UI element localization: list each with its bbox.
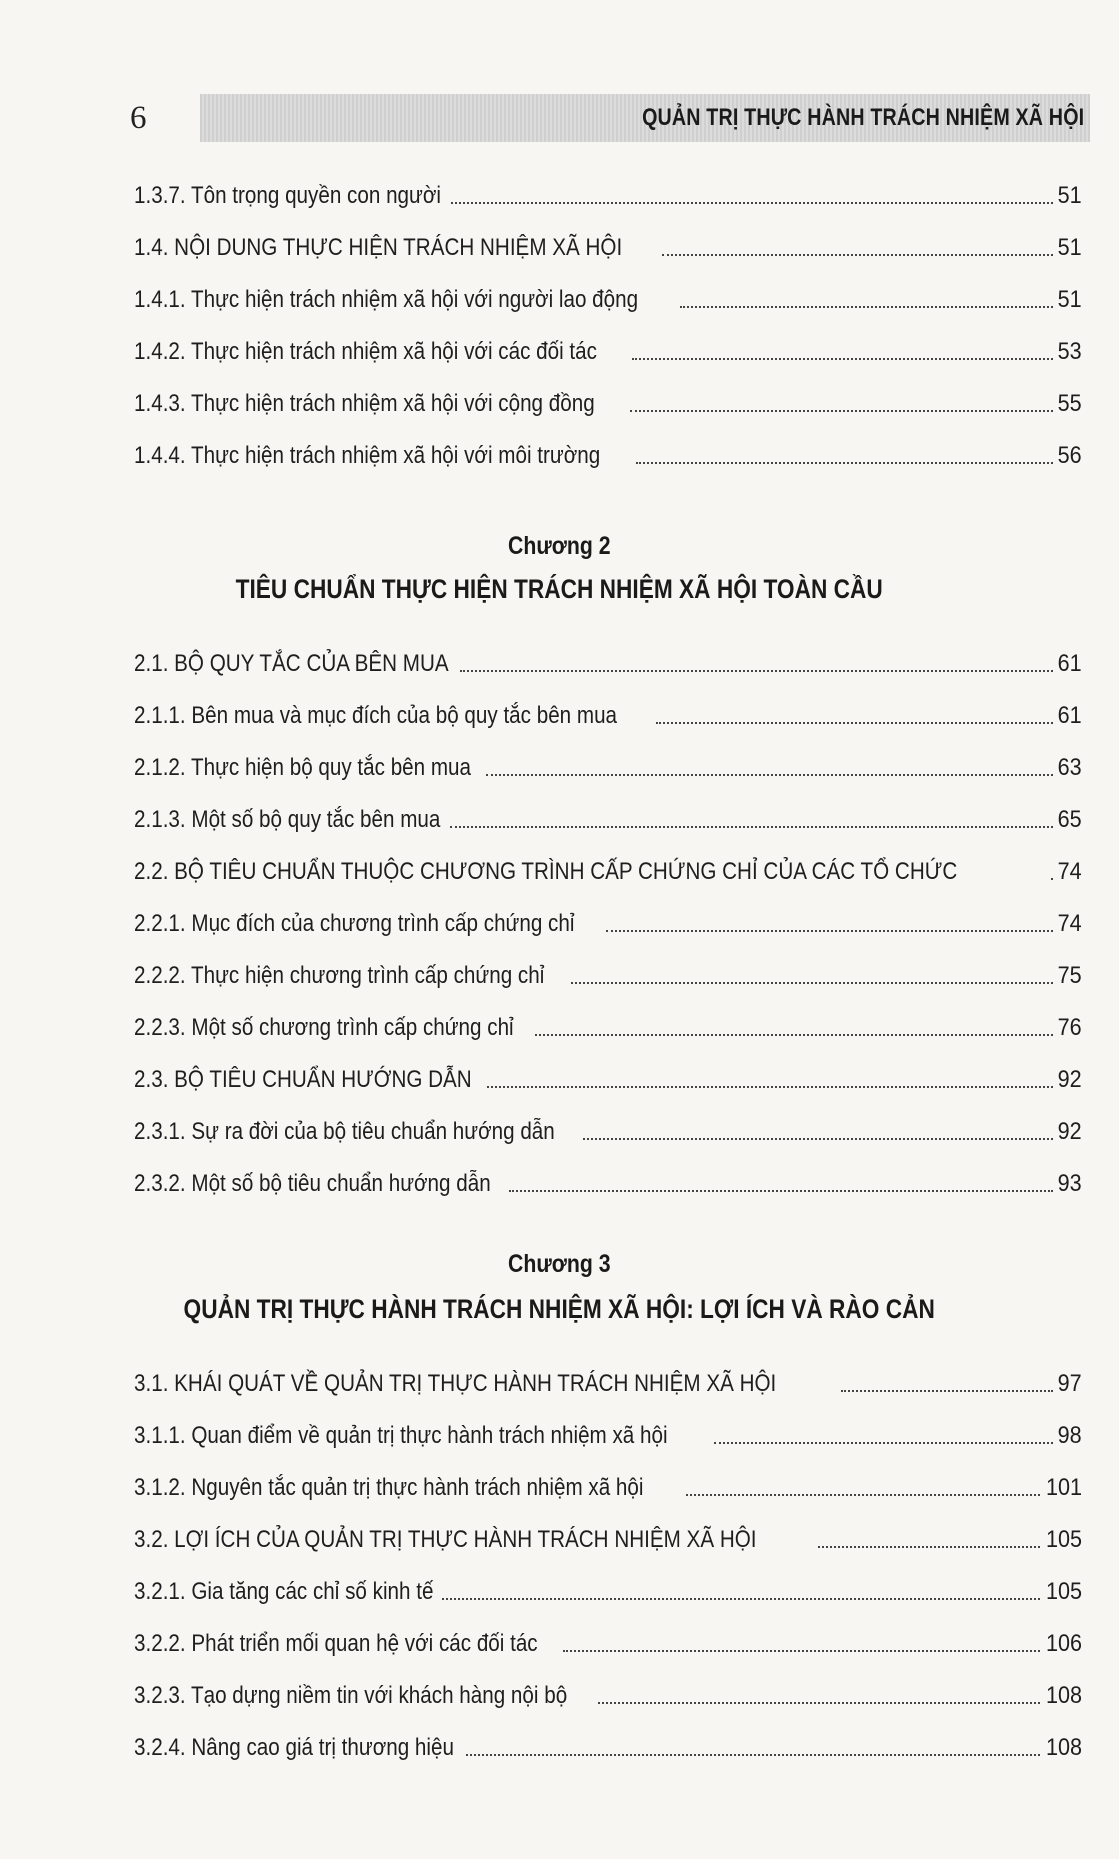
dot-leader	[563, 1649, 1040, 1652]
dot-leader	[535, 1033, 1053, 1036]
dot-leader	[636, 461, 1053, 464]
toc-entry	[134, 332, 1082, 366]
toc-entry	[134, 1624, 1082, 1658]
toc-entry	[134, 1060, 1082, 1094]
dot-leader	[466, 1753, 1040, 1756]
dot-leader	[686, 1493, 1040, 1496]
toc-entry-label: 2.2.1. Mục đích của chương trình cấp chứng chỉ	[134, 910, 575, 937]
toc-entry-label: 2.2.2. Thực hiện chương trình cấp chứng chỉ	[134, 962, 545, 989]
toc-entry	[134, 644, 1082, 678]
dot-leader	[598, 1701, 1040, 1704]
toc-entry-page: 53	[1057, 338, 1082, 365]
dot-leader	[630, 409, 1054, 412]
toc-entry-page: 61	[1057, 650, 1082, 677]
toc-entry-page: 74	[1057, 910, 1082, 937]
toc-entry-page: 108	[1045, 1682, 1082, 1709]
dot-leader	[841, 1389, 1053, 1392]
dot-leader	[509, 1189, 1054, 1192]
running-title: QUẢN TRỊ THỰC HÀNH TRÁCH NHIỆM XÃ HỘI	[641, 104, 1084, 131]
dot-leader	[662, 253, 1054, 256]
toc-entry-label: 3.2. LỢI ÍCH CỦA QUẢN TRỊ THỰC HÀNH TRÁCH NHIỆM XÃ HỘI	[134, 1526, 757, 1553]
toc-entry-label: 3.2.4. Nâng cao giá trị thương hiệu	[134, 1734, 454, 1761]
toc-entry-page: 108	[1045, 1734, 1082, 1761]
toc-entry-page: 92	[1057, 1118, 1082, 1145]
toc-entry	[134, 748, 1082, 782]
toc-entry	[134, 1520, 1082, 1554]
toc-entry	[134, 904, 1082, 938]
toc-entry-page: 98	[1057, 1422, 1082, 1449]
toc-entry-label: 3.2.2. Phát triển mối quan hệ với các đối tác	[134, 1630, 538, 1657]
toc-entry-label: 2.3.2. Một số bộ tiêu chuẩn hướng dẫn	[134, 1170, 491, 1197]
dot-leader	[487, 1085, 1054, 1088]
toc-entry-label: 2.1.3. Một số bộ quy tắc bên mua	[134, 806, 441, 833]
toc-entry	[134, 280, 1082, 314]
toc-entry-page: 61	[1057, 702, 1082, 729]
toc-entry	[134, 956, 1082, 990]
toc-entry	[134, 1364, 1082, 1398]
toc-entry-label: 1.4.2. Thực hiện trách nhiệm xã hội với các đối tác	[134, 338, 597, 365]
header-bar	[200, 94, 1090, 142]
toc-entry-page: 51	[1057, 234, 1082, 261]
toc-entry	[134, 696, 1082, 730]
toc-entry	[134, 1468, 1082, 1502]
dot-leader	[818, 1545, 1040, 1548]
toc-entry	[134, 1416, 1082, 1450]
toc-entry-page: 93	[1057, 1170, 1082, 1197]
toc-entry-label: 3.1.1. Quan điểm về quản trị thực hành trách nhiệm xã hội	[134, 1422, 668, 1449]
toc-entry-page: 97	[1057, 1370, 1082, 1397]
toc-entry	[134, 1676, 1082, 1710]
toc-entry-label: 2.1.1. Bên mua và mục đích của bộ quy tắc bên mua	[134, 702, 618, 729]
toc-entry-page: 105	[1045, 1578, 1082, 1605]
toc-entry-page: 75	[1057, 962, 1082, 989]
toc-entry	[134, 1112, 1082, 1146]
running-header	[130, 93, 1090, 143]
dot-leader	[451, 201, 1053, 204]
toc-entry-label: 2.2.3. Một số chương trình cấp chứng chỉ	[134, 1014, 514, 1041]
toc-entry-page: 105	[1045, 1526, 1082, 1553]
toc-entry-label: 1.4.4. Thực hiện trách nhiệm xã hội với môi trường	[134, 442, 601, 469]
toc-entry-label: 3.2.1. Gia tăng các chỉ số kinh tế	[134, 1578, 434, 1605]
dot-leader	[606, 929, 1053, 932]
toc-entry-label: 1.4. NỘI DUNG THỰC HIỆN TRÁCH NHIỆM XÃ HỘI	[134, 234, 623, 261]
toc-entry-label: 1.4.1. Thực hiện trách nhiệm xã hội với người lao động	[134, 286, 639, 313]
dot-leader	[656, 721, 1054, 724]
toc-entry	[134, 1572, 1082, 1606]
toc-entry-label: 2.1. BỘ QUY TẮC CỦA BÊN MUA	[134, 650, 449, 677]
chapter-title: TIÊU CHUẨN THỰC HIỆN TRÁCH NHIỆM XÃ HỘI TOÀN CẦU	[235, 574, 884, 604]
dot-leader	[450, 825, 1053, 828]
toc-entry-page: 63	[1057, 754, 1082, 781]
dot-leader	[571, 981, 1053, 984]
toc-entry-page: 65	[1057, 806, 1082, 833]
toc-entry-page: 101	[1045, 1474, 1082, 1501]
toc-entry-label: 2.1.2. Thực hiện bộ quy tắc bên mua	[134, 754, 472, 781]
toc-entry-page: 55	[1057, 390, 1082, 417]
toc-entry	[134, 1164, 1082, 1198]
toc-entry	[134, 1728, 1082, 1762]
page-number: 6	[130, 99, 147, 136]
toc-entry-label: 3.1. KHÁI QUÁT VỀ QUẢN TRỊ THỰC HÀNH TRÁCH NHIỆM XÃ HỘI	[134, 1370, 777, 1397]
dot-leader	[1051, 877, 1053, 880]
toc-entry	[134, 1008, 1082, 1042]
toc-entry	[134, 852, 1082, 886]
dot-leader	[583, 1137, 1053, 1140]
toc-entry	[134, 176, 1082, 210]
toc-entry-label: 2.2. BỘ TIÊU CHUẨN THUỘC CHƯƠNG TRÌNH CẤP CHỨNG CHỈ CỦA CÁC TỔ CHỨC	[134, 858, 958, 885]
toc-entry-page: 51	[1057, 182, 1082, 209]
chapter-number: Chương 3	[508, 1250, 611, 1278]
toc-entry	[134, 800, 1082, 834]
dot-leader	[460, 669, 1053, 672]
toc-entry-label: 1.4.3. Thực hiện trách nhiệm xã hội với cộng đồng	[134, 390, 595, 417]
chapter-number: Chương 2	[508, 532, 611, 560]
toc-entry	[134, 436, 1082, 470]
toc-entry-page: 92	[1057, 1066, 1082, 1093]
toc-entry-page: 74	[1057, 858, 1082, 885]
dot-leader	[442, 1597, 1040, 1600]
toc-entry-page: 76	[1057, 1014, 1082, 1041]
toc-entry	[134, 384, 1082, 418]
toc-entry-page: 56	[1057, 442, 1082, 469]
dot-leader	[486, 773, 1053, 776]
toc-entry-label: 2.3. BỘ TIÊU CHUẨN HƯỚNG DẪN	[134, 1066, 472, 1093]
toc-entry-label: 3.2.3. Tạo dựng niềm tin với khách hàng nội bộ	[134, 1682, 568, 1709]
dot-leader	[632, 357, 1053, 360]
dot-leader	[680, 305, 1053, 308]
toc-entry-label: 2.3.1. Sự ra đời của bộ tiêu chuẩn hướng dẫn	[134, 1118, 555, 1145]
toc-entry-page: 106	[1045, 1630, 1082, 1657]
toc-entry	[134, 228, 1082, 262]
dot-leader	[714, 1441, 1053, 1444]
chapter-title: QUẢN TRỊ THỰC HÀNH TRÁCH NHIỆM XÃ HỘI: LỢI ÍCH VÀ RÀO CẢN	[183, 1294, 936, 1324]
toc-entry-label: 1.3.7. Tôn trọng quyền con người	[134, 182, 441, 209]
toc-entry-page: 51	[1057, 286, 1082, 313]
toc-entry-label: 3.1.2. Nguyên tắc quản trị thực hành trách nhiệm xã hội	[134, 1474, 644, 1501]
